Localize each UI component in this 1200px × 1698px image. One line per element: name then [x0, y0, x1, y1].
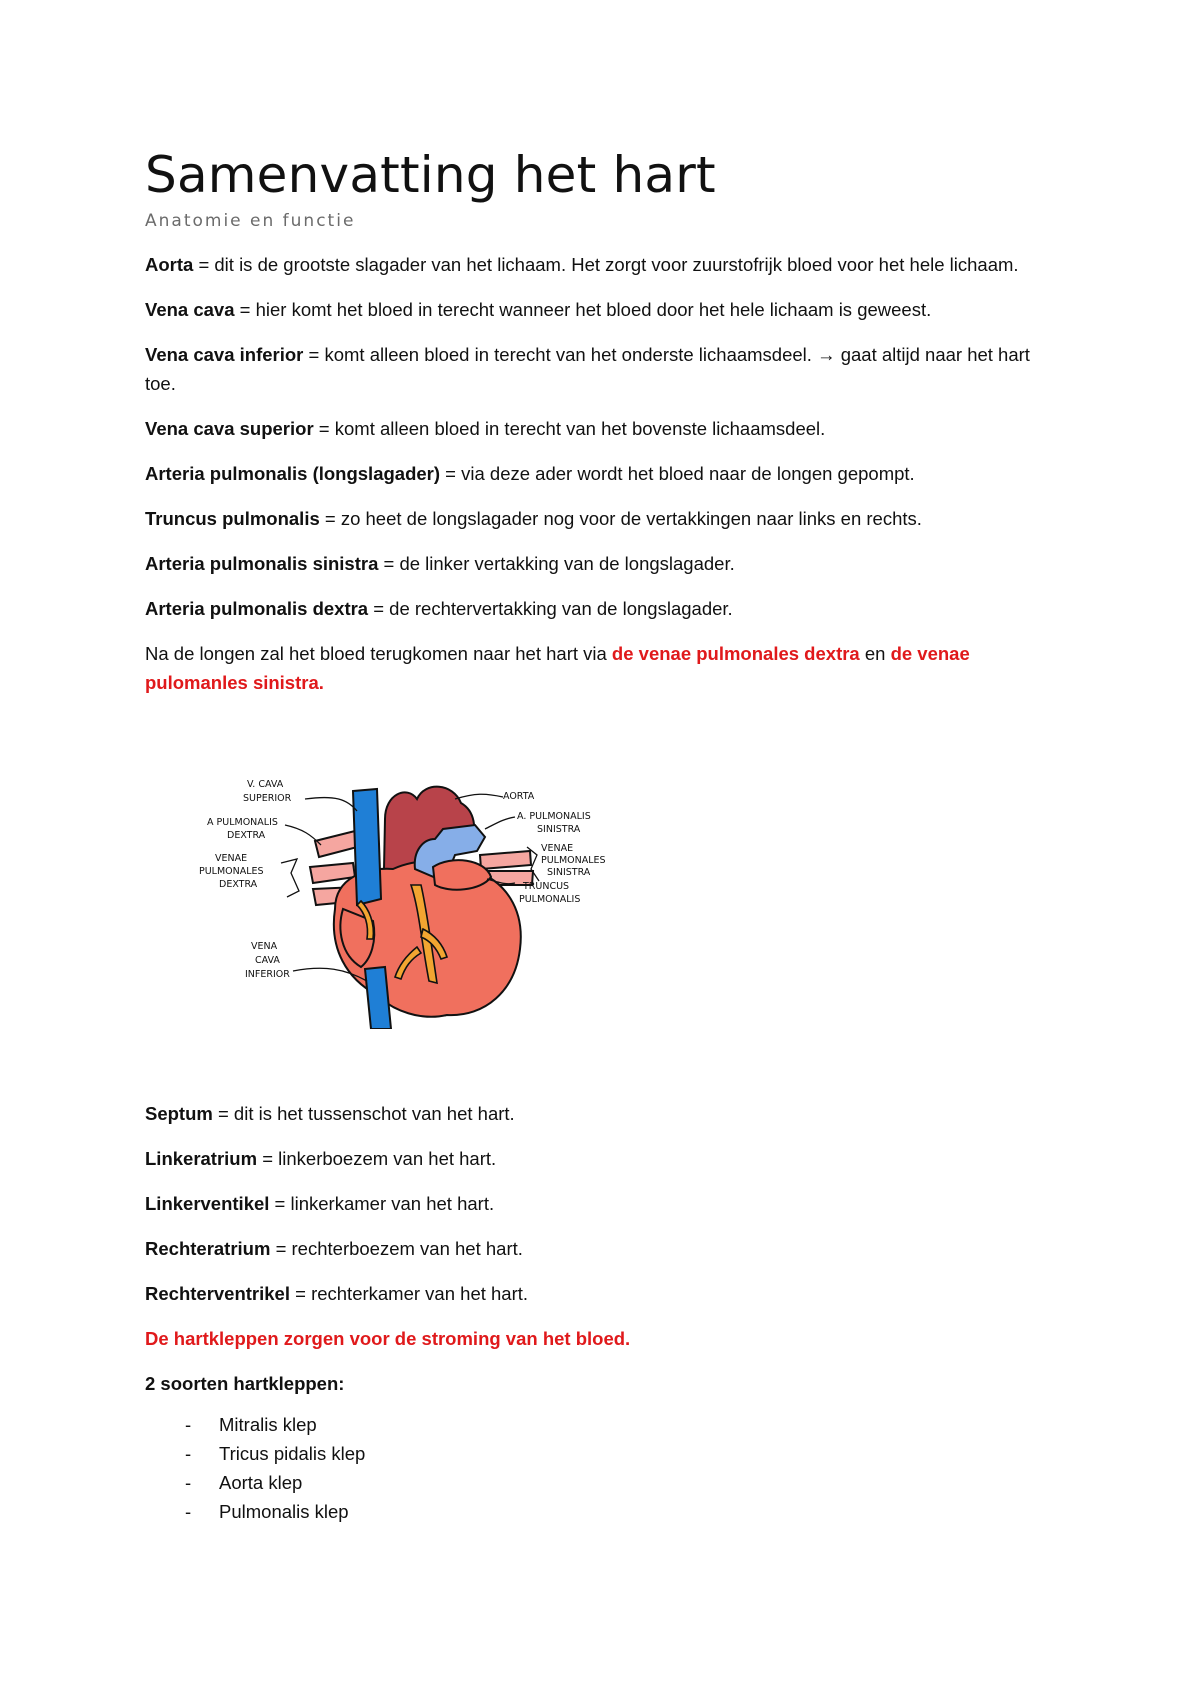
definition-text: = dit is de grootste slagader van het lichaam. Het zorgt voor zuurstofrijk bloed voor het hele lichaam.	[193, 254, 1019, 275]
definition-term: Arteria pulmonalis (longslagader)	[145, 463, 441, 484]
definition-text: = komt alleen bloed in terecht van het onderste lichaamsdeel. → gaat altijd naar het hart toe.	[145, 344, 1030, 394]
valves-list	[185, 1410, 1050, 1526]
label-a-pulm-sinistra-1: A. PULMONALIS	[517, 811, 591, 822]
definition-arteria-pulmonalis-sinistra	[145, 549, 1050, 578]
leader-aorta	[455, 794, 503, 799]
definition-vena-cava-inferior	[145, 340, 1050, 398]
lungs-sentence	[145, 639, 1050, 697]
list-item: - Mitralis klep	[185, 1410, 1050, 1439]
definition-term: Truncus pulmonalis	[145, 508, 320, 529]
definition-term: Rechteratrium	[145, 1238, 271, 1259]
list-item: - Tricus pidalis klep	[185, 1439, 1050, 1468]
definition-text: = rechterkamer van het hart.	[289, 1283, 529, 1304]
lungs-sentence-before: Na de longen zal het bloed terugkomen naar het hart via	[145, 643, 612, 664]
label-vcava-superior-2: SUPERIOR	[243, 793, 292, 804]
definition-text: = rechterboezem van het hart.	[270, 1238, 523, 1259]
definition-text: = linkerkamer van het hart.	[269, 1193, 495, 1214]
definition-term: Rechterventrikel	[145, 1283, 290, 1304]
definition-vena-cava-superior	[145, 414, 1050, 443]
label-vena-inferior-1: VENA	[251, 941, 278, 952]
definition-term: Vena cava	[145, 299, 235, 320]
valves-heading-paragraph	[145, 1369, 1050, 1398]
definition-rechterventrikel	[145, 1279, 1050, 1308]
page-title: Samenvatting het hart	[145, 146, 716, 204]
label-venae-sinistra-3: SINISTRA	[547, 867, 591, 878]
label-venae-sinistra-1: VENAE	[541, 843, 574, 854]
definition-septum	[145, 1099, 1050, 1128]
definition-text: = hier komt het bloed in terecht wanneer het bloed door het hele lichaam is geweest.	[234, 299, 932, 320]
definition-term: Vena cava superior	[145, 418, 314, 439]
definition-arteria-pulmonalis-dextra	[145, 594, 1050, 623]
definition-term: Vena cava inferior	[145, 344, 304, 365]
label-truncus-1: TRUNCUS	[523, 881, 570, 892]
heart-diagram	[185, 759, 615, 1029]
label-venae-dextra-3: DEXTRA	[219, 879, 258, 890]
lungs-sentence-red-2: de venae pulomanles sinistra.	[145, 643, 970, 693]
definition-text: = de linker vertakking van de longslagader.	[378, 553, 735, 574]
label-a-pulm-sinistra-2: SINISTRA	[537, 824, 581, 835]
label-aorta: AORTA	[503, 791, 535, 802]
label-a-pulm-dextra-2: DEXTRA	[227, 830, 266, 841]
definition-truncus-pulmonalis	[145, 504, 1050, 533]
leader-venae-dextra	[281, 859, 299, 897]
venae-pulmonales-sinistra-vessel-1	[480, 851, 531, 869]
definition-term: Linkerventikel	[145, 1193, 270, 1214]
leader-a-pulm-sinistra	[485, 817, 515, 829]
definition-arteria-pulmonalis	[145, 459, 1050, 488]
label-venae-sinistra-2: PULMONALES	[541, 855, 606, 866]
list-item: - Aorta klep	[185, 1468, 1050, 1497]
lungs-sentence-red-1: de venae pulmonales dextra	[611, 643, 860, 664]
definition-text: = via deze ader wordt het bloed naar de longen gepompt.	[440, 463, 915, 484]
definition-term: Aorta	[145, 254, 194, 275]
label-venae-dextra-1: VENAE	[215, 853, 248, 864]
leader-vcava-superior	[305, 798, 357, 812]
label-truncus-2: PULMONALIS	[519, 894, 581, 905]
definition-term: Arteria pulmonalis sinistra	[145, 553, 379, 574]
list-item: - Pulmonalis klep	[185, 1497, 1050, 1526]
definition-text: = de rechtervertakking van de longslagader.	[368, 598, 733, 619]
vena-cava-superior-vessel	[353, 789, 381, 905]
page-subtitle: Anatomie en functie	[145, 211, 356, 231]
definition-vena-cava	[145, 295, 1050, 324]
definition-aorta	[145, 250, 1050, 279]
label-vena-inferior-3: INFERIOR	[245, 969, 290, 980]
definition-text: = komt alleen bloed in terecht van het bovenste lichaamsdeel.	[313, 418, 826, 439]
definition-term: Septum	[145, 1103, 213, 1124]
label-venae-dextra-2: PULMONALES	[199, 866, 264, 877]
definition-term: Arteria pulmonalis dextra	[145, 598, 369, 619]
definition-linkerventikel	[145, 1189, 1050, 1218]
label-vcava-superior-1: V. CAVA	[247, 779, 284, 790]
definition-linkeratrium	[145, 1144, 1050, 1173]
definition-text: = dit is het tussenschot van het hart.	[212, 1103, 515, 1124]
label-a-pulm-dextra-1: A PULMONALIS	[207, 817, 278, 828]
definition-text: = zo heet de longslagader nog voor de vertakkingen naar links en rechts.	[319, 508, 922, 529]
label-vena-inferior-2: CAVA	[255, 955, 280, 966]
definition-term: Linkeratrium	[145, 1148, 258, 1169]
heart-illustration	[185, 759, 615, 1029]
valves-statement: De hartkleppen zorgen voor de stroming van het bloed.	[145, 1328, 631, 1349]
definition-text: = linkerboezem van het hart.	[257, 1148, 497, 1169]
lungs-sentence-middle: en	[859, 643, 891, 664]
valves-heading: 2 soorten hartkleppen:	[145, 1373, 345, 1394]
definition-rechteratrium	[145, 1234, 1050, 1263]
